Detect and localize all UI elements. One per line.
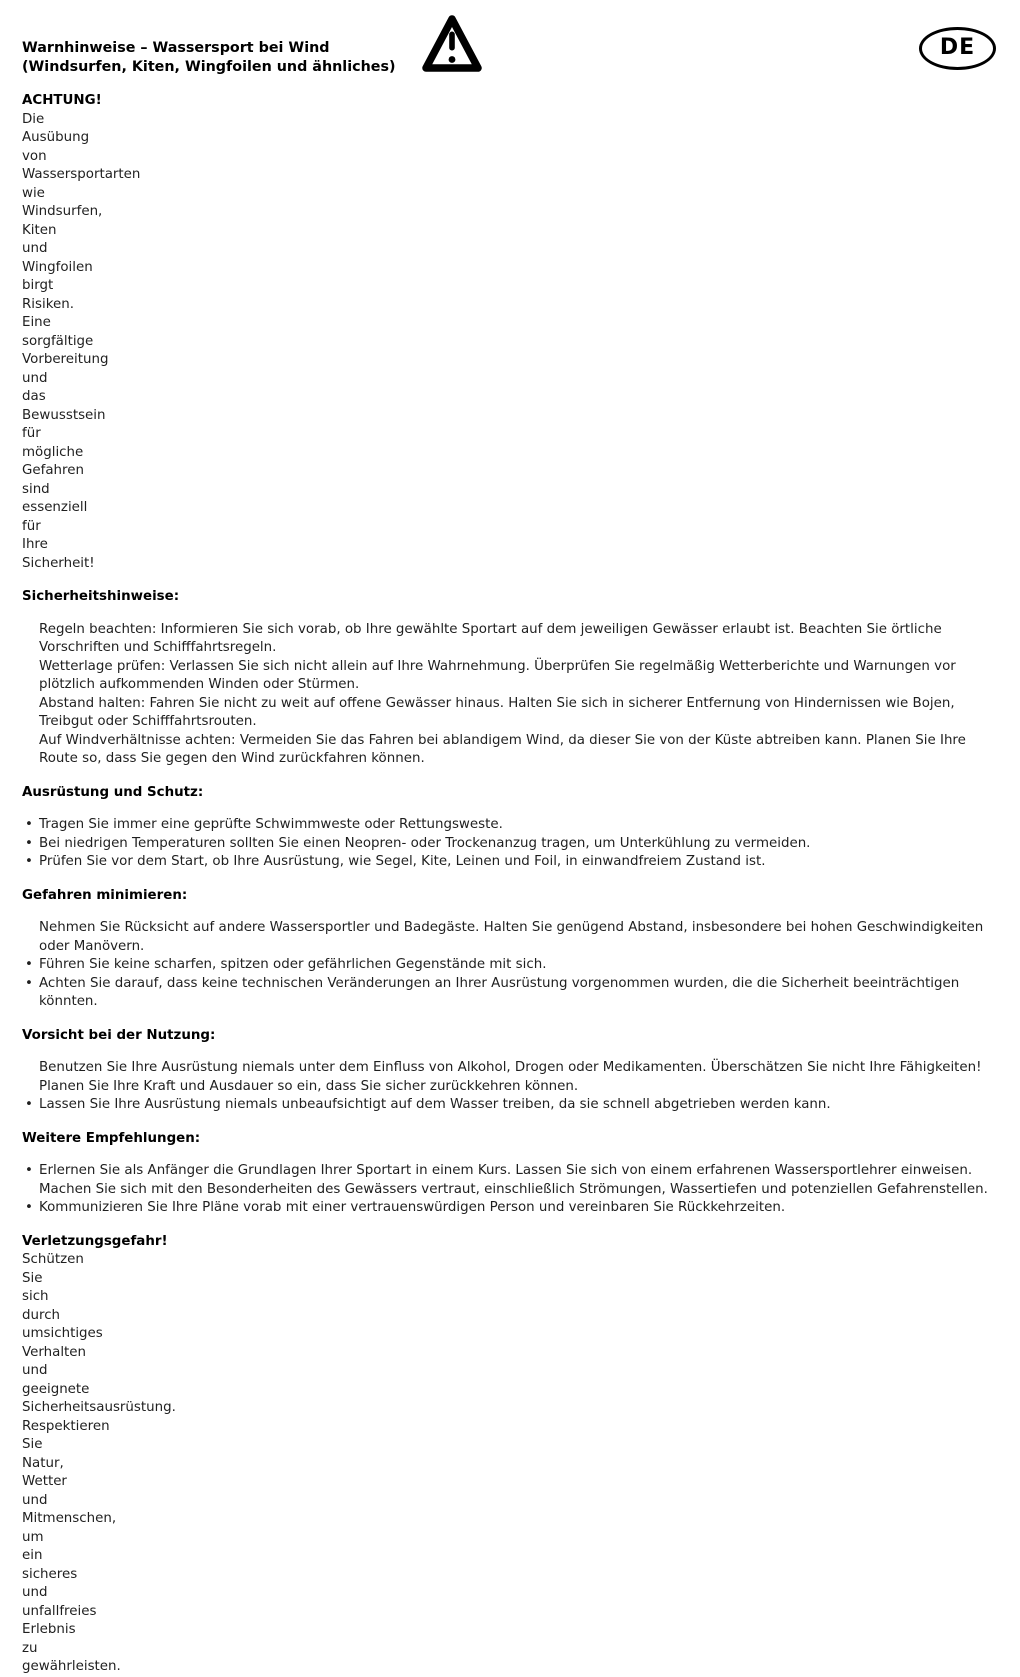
section-body [22, 1162, 996, 1218]
section-heading: Ausrüstung und Schutz: [22, 784, 204, 800]
section-verletzungsgefahr [22, 1233, 996, 1677]
section-body [22, 1059, 996, 1115]
bullet-icon: • [25, 817, 33, 832]
section-heading: Verletzungsgefahr! [22, 1233, 168, 1249]
list-item: Benutzen Sie Ihre Ausrüstung niemals unter dem Einfluss von Alkohol, Drogen oder Medikamenten. Überschätzen Sie nicht Ihre Fähigkeiten! Planen Sie Ihre Kraft und Ausdauer so ein, dass Sie sicher zurückkehren können. [39, 1060, 982, 1094]
page-title [22, 39, 396, 76]
list-item: • Kommunizieren Sie Ihre Pläne vorab mit einer vertrauenswürdigen Person und vereinbaren Sie Rückkehrzeiten. [22, 1199, 996, 1218]
title-line-2: (Windsurfen, Kiten, Wingfoilen und ähnliches) [22, 58, 396, 75]
section-heading: Sicherheitshinweise: [22, 589, 180, 604]
section-achtung [22, 92, 996, 573]
warning-triangle-icon [421, 14, 483, 74]
list-item: • Bei niedrigen Temperaturen sollten Sie einen Neopren- oder Trockenanzug tragen, um Unterkühlung zu vermeiden. [22, 835, 996, 854]
section-heading: ACHTUNG! [22, 93, 102, 108]
section-heading: Gefahren minimieren: [22, 887, 188, 903]
bullet-icon: • [25, 854, 33, 869]
list-item: Nehmen Sie Rücksicht auf andere Wassersportler und Badegäste. Halten Sie genügend Abstand, insbesondere bei hohen Geschwindigkeiten oder Manövern. [39, 920, 984, 954]
section-body [22, 111, 996, 574]
list-item: • Achten Sie darauf, dass keine technischen Veränderungen an Ihrer Ausrüstung vorgenommen wurden, die die Sicherheit beeinträchtigen könnten. [22, 975, 996, 1012]
bullet-icon: • [25, 1097, 33, 1112]
list-item: • Prüfen Sie vor dem Start, ob Ihre Ausrüstung, wie Segel, Kite, Leinen und Foil, in einwandfreiem Zustand ist. [22, 853, 996, 872]
section-ausruestung-und-schutz [22, 784, 996, 872]
language-badge [919, 27, 996, 70]
section-heading: Weitere Empfehlungen: [22, 1130, 201, 1146]
section-heading: Vorsicht bei der Nutzung: [22, 1027, 216, 1043]
list-item: • Lassen Sie Ihre Ausrüstung niemals unbeaufsichtigt auf dem Wasser treiben, da sie schnell abgetrieben werden kann. [22, 1096, 996, 1115]
list-item: Regeln beachten: Informieren Sie sich vorab, ob Ihre gewählte Sportart auf dem jeweiligen Gewässer erlaubt ist. Beachten Sie örtliche Vorschriften und Schifffahrtsregeln. [39, 621, 942, 655]
section-body [22, 1251, 996, 1677]
document-header [22, 0, 996, 77]
section-sicherheitshinweise [22, 588, 996, 769]
section-body [22, 816, 996, 872]
list-item: Machen Sie sich mit den Besonderheiten des Gewässers vertraut, einschließlich Strömungen, Wassertiefen und potenziellen Gefahrenstellen. [39, 1181, 988, 1197]
list-item: Wetterlage prüfen: Verlassen Sie sich nicht allein auf Ihre Wahrnehmung. Überprüfen Sie regelmäßig Wetterberichte und Warnungen vor plötzlich aufkommenden Winden oder Stürmen. [39, 658, 956, 692]
paragraph: Die Ausübung von Wassersportarten wie Windsurfen, Kiten und Wingfoilen birgt Risiken. Eine sorgfältige Vorbereitung und das Bewusstsein für mögliche Gefahren sind essenziell für Ihre Sicherheit! [22, 111, 141, 571]
bullet-icon: • [25, 835, 33, 851]
list-item: Auf Windverhältnisse achten: Vermeiden Sie das Fahren bei ablandigem Wind, da dieser Sie von der Küste abtreiben kann. Planen Sie Ihre Route so, dass Sie gegen den Wind zurückfahren können. [39, 732, 966, 766]
section-body [22, 621, 996, 769]
bullet-icon: • [25, 1163, 33, 1178]
list-item: • Erlernen Sie als Anfänger die Grundlagen Ihrer Sportart in einem Kurs. Lassen Sie sich von einem erfahrenen Wassersportlehrer einweisen. [22, 1162, 996, 1181]
list-item: • Führen Sie keine scharfen, spitzen oder gefährlichen Gegenstände mit sich. [22, 956, 996, 975]
section-body [22, 919, 996, 1012]
section-vorsicht-bei-der-nutzung [22, 1027, 996, 1115]
list-item: Abstand halten: Fahren Sie nicht zu weit auf offene Gewässer hinaus. Halten Sie sich in sicherer Entfernung von Hindernissen wie Bojen, Treibgut oder Schifffahrtsrouten. [39, 695, 955, 729]
bullet-icon: • [25, 1200, 33, 1215]
language-badge-label: DE [939, 35, 976, 61]
title-line-1: Warnhinweise – Wassersport bei Wind [22, 40, 330, 56]
section-weitere-empfehlungen [22, 1130, 996, 1218]
bullet-icon: • [25, 957, 33, 972]
list-item: • Tragen Sie immer eine geprüfte Schwimmweste oder Rettungsweste. [22, 816, 996, 835]
paragraph: Schützen Sie sich durch umsichtiges Verhalten und geeignete Sicherheitsausrüstung. Respektieren Sie Natur, Wetter und Mitmenschen, um ein sicheres und unfallfreies Erlebnis zu gewährleisten. [22, 1252, 176, 1674]
bullet-icon: • [25, 975, 33, 991]
section-gefahren-minimieren [22, 887, 996, 1012]
